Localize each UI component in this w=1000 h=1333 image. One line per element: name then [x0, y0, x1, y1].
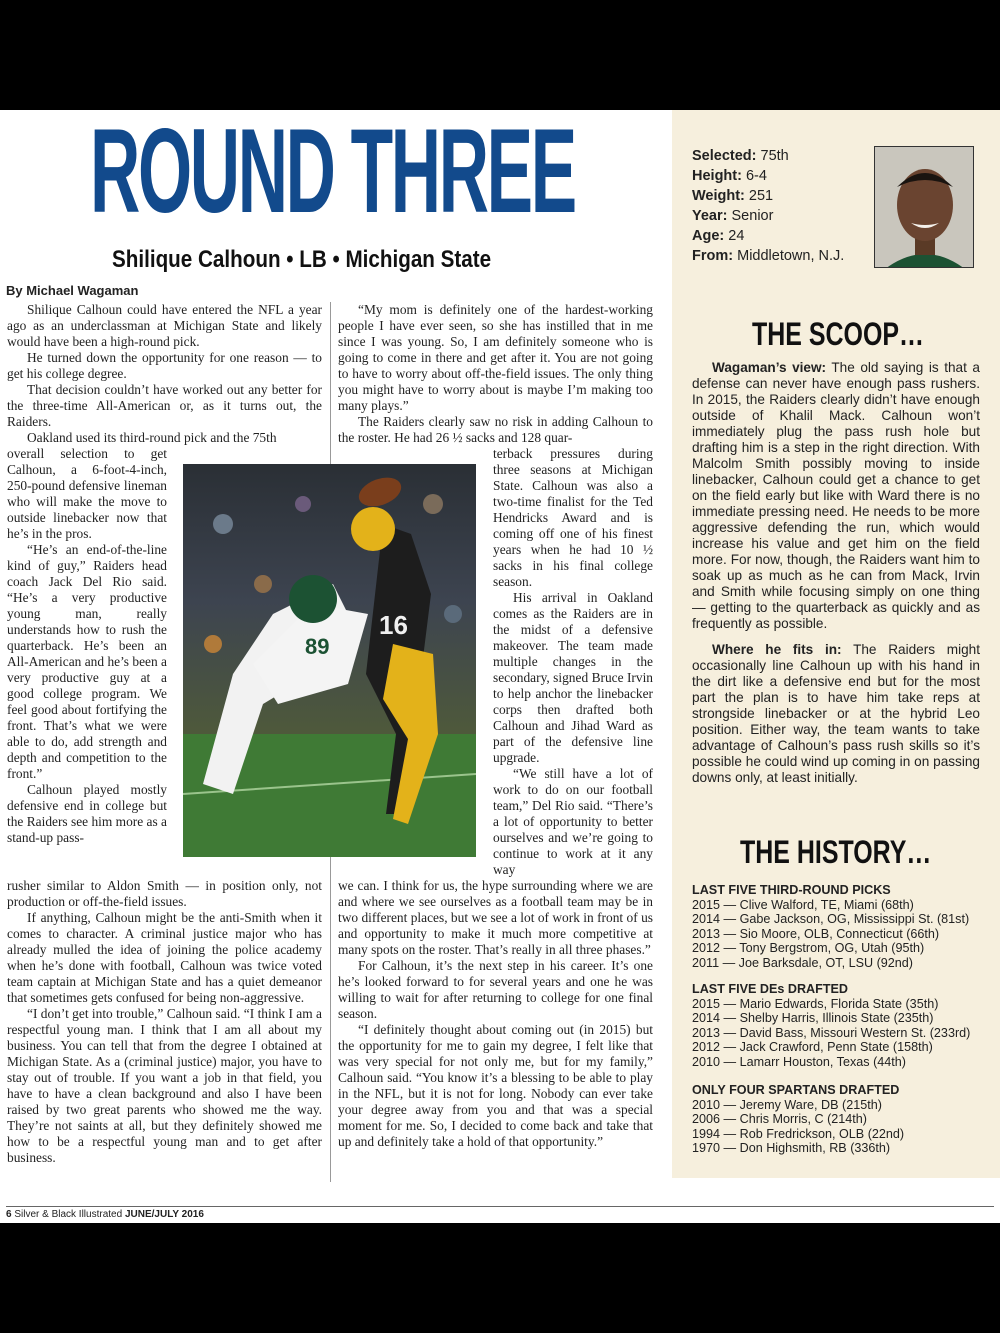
paragraph: overall selection to get Calhoun, a 6-foot-4-inch, 250-pound defensive lineman who will make the move to outside linebacker now that he’s in the pros. [7, 446, 167, 541]
paragraph: “We still have a lot of work to do on our football team,” Del Rio said. “There’s a lot of opportunity to better ourselves and we’re going to continue to work at it any way [493, 766, 653, 877]
view-text: The old saying is that a defense can never have enough pass rushers. In 2015, the Raiders clearly didn’t have enough outside of Khalil Mack. Calhoun won’t immediately plug the pass rush hole but drafting him is a step in the right direction. With Malcolm Smith possibly moving to inside linebacker, Calhoun could get a chance to get on the field early but like with Ward there is no immediate pressing need. He needs to be more aggressive defending the run, which would increase his value and get him on the field more. For now, though, the Raiders want him to soak up as much as he can from Mack, Irvin and Smith while focusing simply on one thing — getting to the quarterback as quickly and as frequently as possible. [692, 360, 980, 631]
issue-date: JUNE/JULY 2016 [124, 1209, 204, 1220]
list-title: ONLY FOUR SPARTANS DRAFTED [692, 1083, 900, 1097]
weight-value: 251 [748, 188, 774, 204]
photo-illustration [183, 464, 476, 857]
article-col1-top [7, 302, 322, 446]
list-item: 2012 — Tony Bergstrom, OG, Utah (95th) [692, 941, 925, 955]
history-list-spartans [692, 1083, 992, 1156]
list-item: 2011 — Joe Barksdale, OT, LSU (92nd) [692, 955, 913, 970]
paragraph: That decision couldn’t have worked out any better for the three-time All-American or, as it turns out, the Raiders. [7, 382, 322, 429]
paragraph: we can. I think for us, the hype surrounding where we are and where we see ourselves as a football team may be in two different places, but we see a lot of work in front of us and opportunity to make it much more competitive at many spots on the roster. That’s really in all three phases.” [338, 878, 653, 957]
list-item: 1994 — Rob Fredrickson, OLB (22nd) [692, 1126, 905, 1141]
opponent-jersey-number: 16 [379, 610, 408, 640]
list-item: 2014 — Gabe Jackson, OG, Mississippi St. (81st) [692, 912, 970, 926]
player-subtitle: Shilique Calhoun • LB • Michigan State [112, 246, 492, 273]
height-label: Height: [692, 168, 742, 184]
selected-value: 75th [760, 148, 789, 164]
headshot-illustration [875, 147, 974, 268]
paragraph: terback pressures during three seasons at Michigan State. Calhoun was also a two-time finalist for the Ted Hendricks Award and is coming off one of his finest years when he had 10 ½ sacks in his final college season. [493, 446, 653, 589]
paragraph: The Raiders clearly saw no risk in adding Calhoun to the roster. He had 26 ½ sacks and 128 quar- [338, 414, 653, 445]
paragraph: Oakland used its third-round pick and the 75th [27, 430, 277, 445]
height-value: 6-4 [745, 168, 767, 184]
action-photo [183, 464, 476, 857]
from-value: Middletown, N.J. [737, 248, 845, 264]
list-item: 2013 — Sio Moore, OLB, Connecticut (66th) [692, 926, 940, 941]
year-label: Year: [692, 208, 728, 224]
list-item: 2015 — Mario Edwards, Florida State (35th) [692, 996, 939, 1011]
age-value: 24 [728, 228, 745, 244]
player-headshot [874, 146, 974, 268]
paragraph: “My mom is definitely one of the hardest-working people I have ever seen, so she has instilled that in me since I was young. So, I am definitely someone who is going to come in there and get after it. You are not going to have to worry about off-the-field issues. The only thing you might have to worry about is maybe I’m making too many plays.” [338, 302, 653, 413]
list-title: LAST FIVE DEs DRAFTED [692, 982, 849, 996]
age-label: Age: [692, 228, 725, 244]
paragraph: “I definitely thought about coming out (in 2015) but the opportunity for me to gain my degree, I felt like that was very special for not only me, but for my family,” Calhoun said. “You know it’s a blessing to be able to play in the NFL, but it is not for long. Nobody can ever take your degree away from you and that was a special moment for me. So, I decided to come back and take that up and definitely take a hold of that opportunity.” [338, 1022, 653, 1149]
page-number: 6 [6, 1209, 12, 1220]
page-title: ROUND THREE [90, 104, 575, 238]
list-item: 2013 — David Bass, Missouri Western St. (233rd) [692, 1025, 971, 1040]
history-list-third-round [692, 883, 992, 970]
year-value: Senior [731, 208, 774, 224]
fits-label: Where he fits in: [712, 642, 842, 657]
list-item: 2015 — Clive Walford, TE, Miami (68th) [692, 897, 914, 912]
history-list-des [692, 982, 992, 1069]
paragraph: His arrival in Oakland comes as the Raiders are in the midst of a defensive makeover. The team made multiple changes in the secondary, signed Bruce Irvin to help anchor the linebacker corps then drafted both Calhoun and Jihad Ward as part of the defensive line upgrade. [493, 590, 653, 765]
history-heading: THE HISTORY… [740, 834, 932, 870]
selected-label: Selected: [692, 148, 757, 164]
list-item: 1970 — Don Highsmith, RB (336th) [692, 1141, 891, 1155]
byline: By Michael Wagaman [6, 283, 139, 298]
magazine-page [0, 104, 1000, 1223]
article-col1-bottom [7, 878, 322, 1166]
list-item: 2010 — Lamarr Houston, Texas (44th) [692, 1054, 906, 1069]
scoop-fits [692, 642, 980, 786]
article-col2-mid [493, 446, 653, 878]
paragraph: If anything, Calhoun might be the anti-Smith when it comes to character. A criminal justice major who has already mulled the idea of joining the police academy when he’s done with football, Calhoun was twice voted team captain at Michigan State and has a quiet demeanor that sometimes gets confused for being non-aggressive. [7, 910, 322, 1005]
publication-name: Silver & Black Illustrated [14, 1209, 123, 1220]
from-label: From: [692, 248, 734, 264]
article-col2-bottom [338, 878, 653, 1150]
jersey-number: 89 [305, 634, 330, 659]
list-item: 2014 — Shelby Harris, Illinois State (235th) [692, 1011, 934, 1025]
list-item: 2010 — Jeremy Ware, DB (215th) [692, 1097, 882, 1112]
list-item: 2012 — Jack Crawford, Penn State (158th) [692, 1040, 933, 1054]
view-label: Wagaman’s view: [712, 360, 827, 375]
scoop-view [692, 360, 980, 632]
list-title: LAST FIVE THIRD-ROUND PICKS [692, 883, 891, 897]
article-col1-mid [7, 446, 167, 846]
scoop-heading: THE SCOOP… [752, 316, 924, 352]
page-footer [6, 1209, 204, 1220]
player-profile [692, 146, 844, 266]
paragraph: “I don’t get into trouble,” Calhoun said. “I think I am a respectful young man. I think that I am all about my business. You can tell that from the degree I obtained at Michigan State. As a (criminal justice) major, you have to stay out of trouble. If you want a job in that field, you have to have a clean background and also I have been raised by two great parents who showed me the way. They’re not saints at all, but they definitely showed me how to be a respectful young man and to get after business. [7, 1006, 322, 1165]
paragraph: He turned down the opportunity for one reason — to get his college degree. [7, 350, 322, 381]
paragraph: “He’s an end-of-the-line kind of guy,” Raiders head coach Jack Del Rio said. “He’s a very productive young man, really understands how to rush the quarterback. He’s been an All-American and he’s been a very productive guy at a good college program. We feel good about fortifying the front. That’s what we were able to do, add strength and depth and competition to the front.” [7, 542, 167, 781]
list-item: 2006 — Chris Morris, C (214th) [692, 1112, 867, 1126]
paragraph: rusher similar to Aldon Smith — in position only, not production or off-the-field issues. [7, 878, 322, 909]
footer-rule [6, 1206, 994, 1207]
article-col2-top [338, 302, 653, 446]
fits-text: The Raiders might occasionally line Calhoun up with his hand in the dirt like a defensive end but for the most part the plan is to have him take reps at strongside linebacker or at the hybrid Leo position. Either way, the team wants to take advantage of Calhoun’s pass rush skills so it’s possible he could wind up coming in on passing downs only, at least initially. [692, 642, 981, 785]
paragraph: Shilique Calhoun could have entered the NFL a year ago as an underclassman at Michigan State and likely would have been a high-round pick. [7, 302, 322, 349]
weight-label: Weight: [692, 188, 745, 204]
paragraph: Calhoun played mostly defensive end in college but the Raiders see him more as a stand-up pass- [7, 782, 167, 845]
paragraph: For Calhoun, it’s the next step in his career. It’s one he’s looked forward to for several years and one he was willing to wait for after returning to college for one final season. [338, 958, 653, 1021]
